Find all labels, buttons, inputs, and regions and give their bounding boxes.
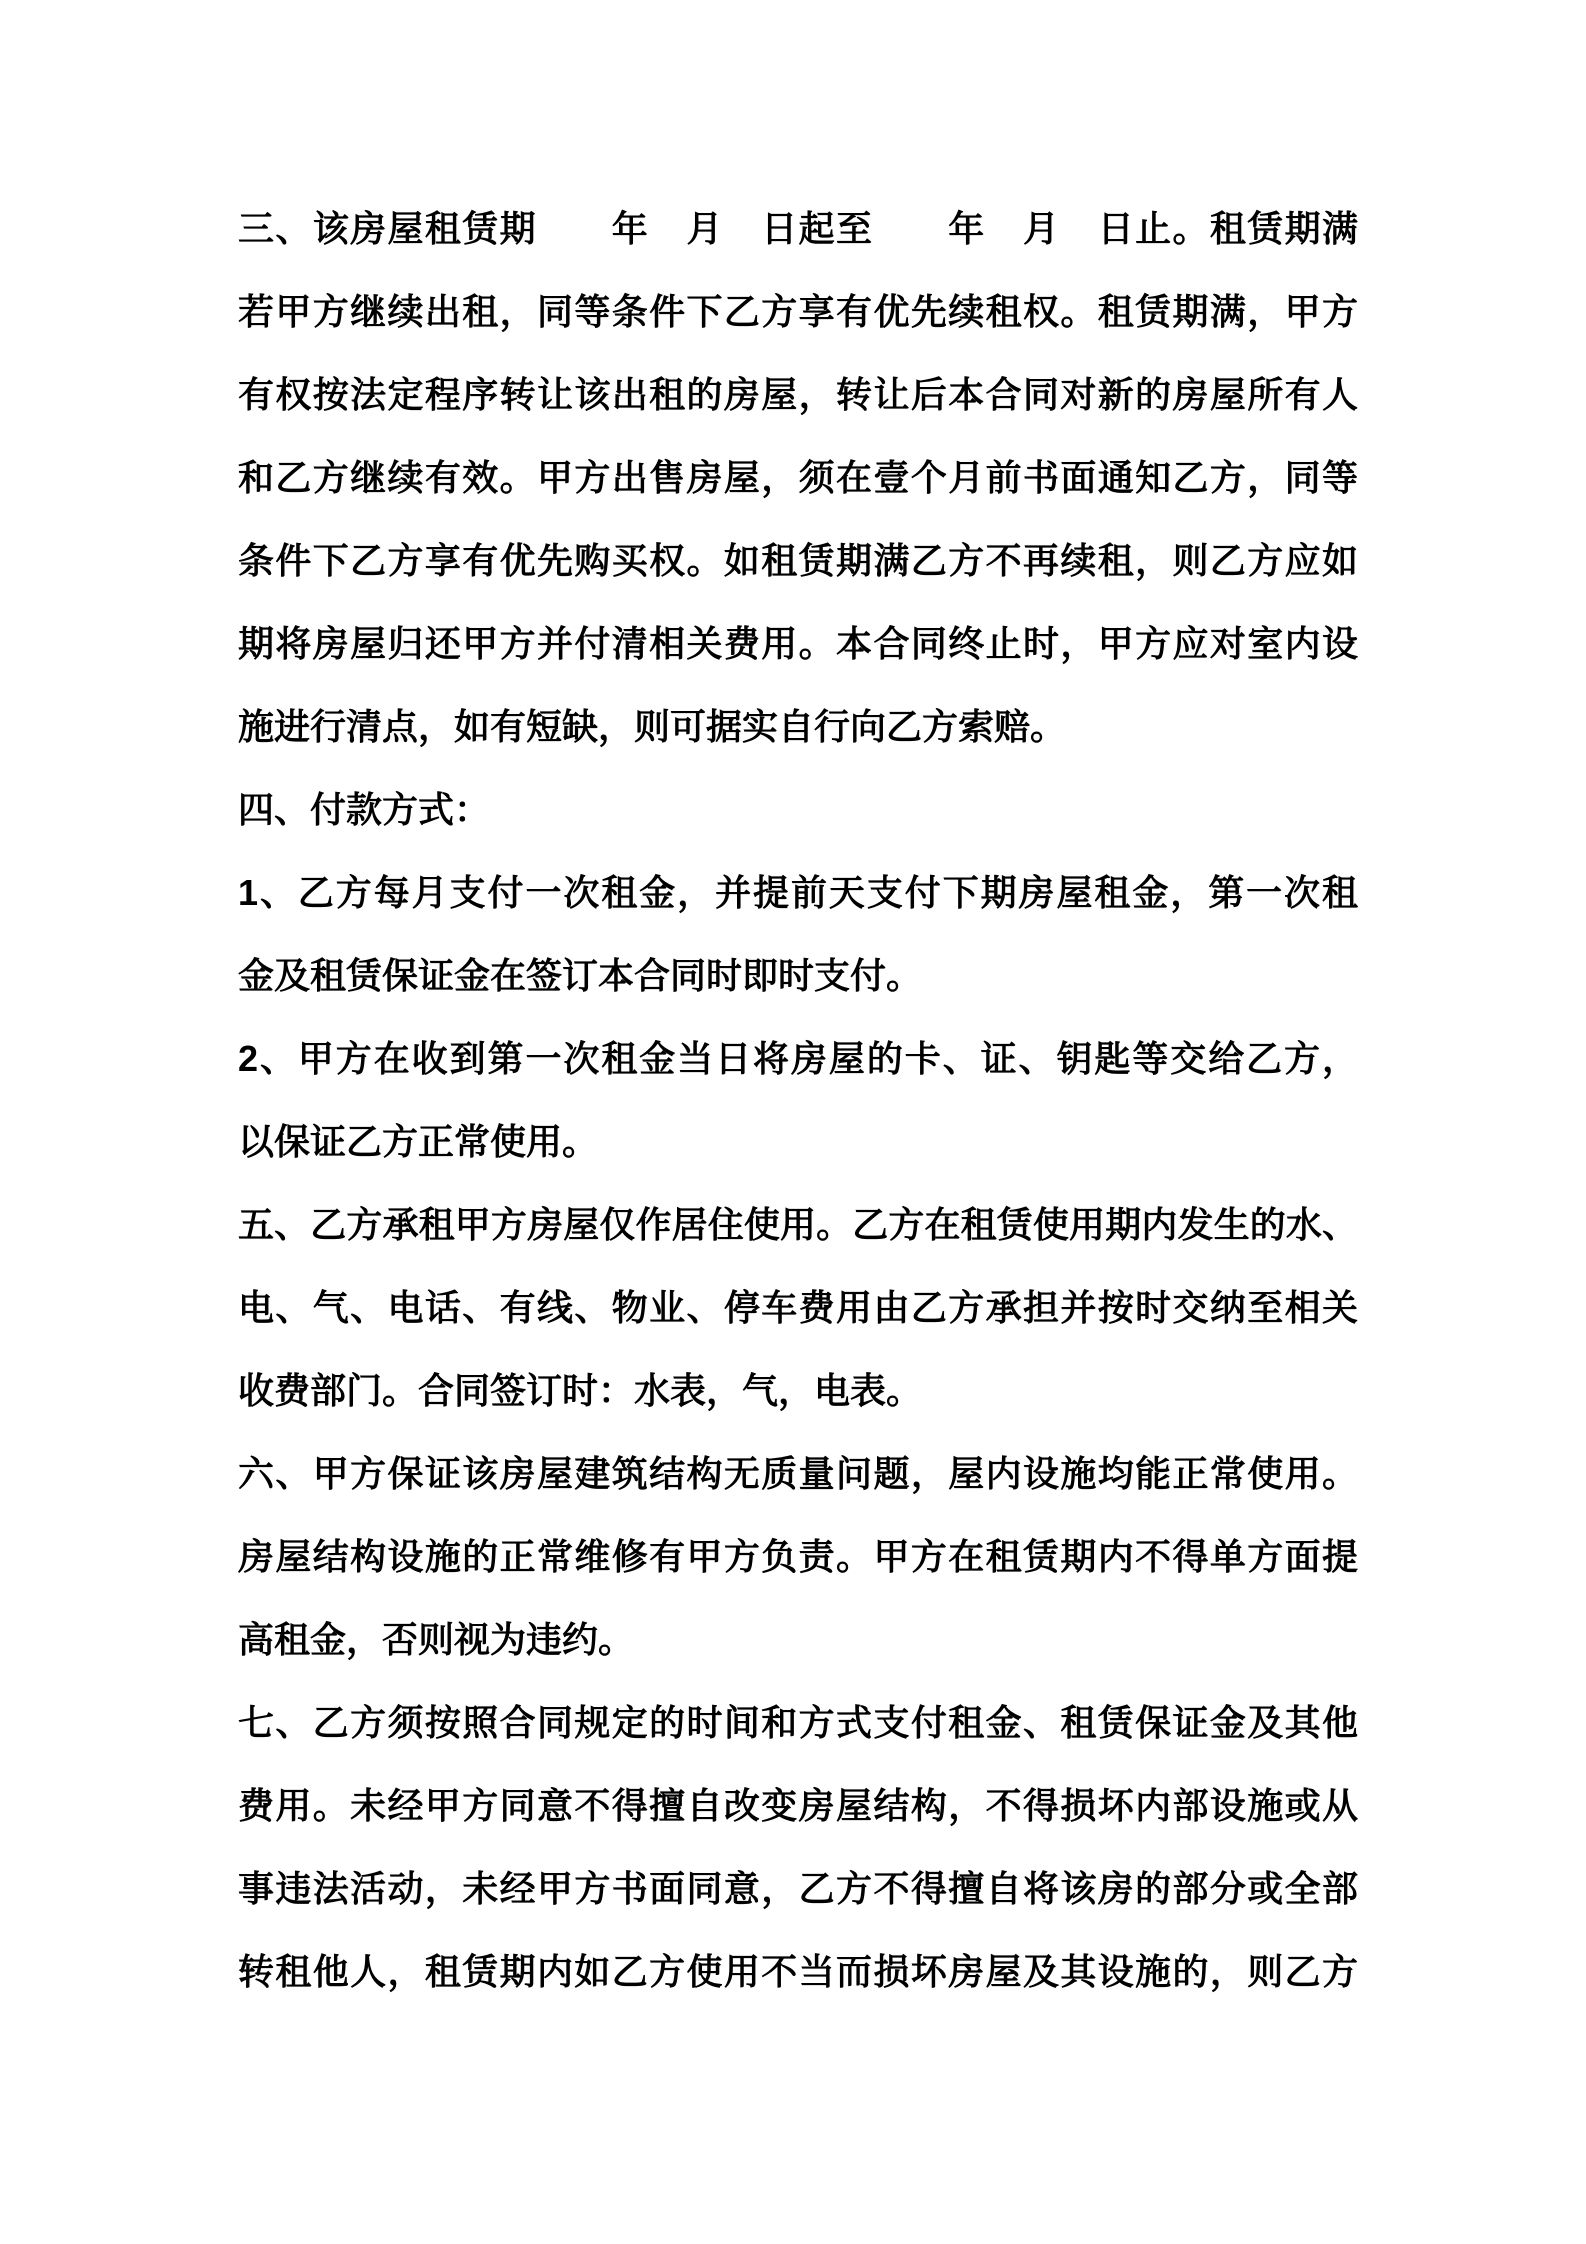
contract-line: 有权按法定程序转让该出租的房屋，转让后本合同对新的房屋所有人: [238, 374, 1358, 415]
contract-line: 金及租赁保证金在签订本合同时即时支付。: [238, 955, 923, 996]
contract-line: 2、甲方在收到第一次租金当日将房屋的卡、证、钥匙等交给乙方，: [238, 1038, 1358, 1079]
contract-line: 收费部门。合同签订时：水表，气，电表。: [238, 1370, 923, 1411]
contract-line: 施进行清点，如有短缺，则可据实自行向乙方索赔。: [238, 706, 1067, 747]
contract-line: 五、乙方承租甲方房屋仅作居住使用。乙方在租赁使用期内发生的水、: [238, 1204, 1358, 1245]
contract-line: 房屋结构设施的正常维修有甲方负责。甲方在租赁期内不得单方面提: [238, 1536, 1358, 1577]
contract-line: 和乙方继续有效。甲方出售房屋，须在壹个月前书面通知乙方，同等: [238, 457, 1358, 498]
contract-line: 七、乙方须按照合同规定的时间和方式支付租金、租赁保证金及其他: [238, 1702, 1358, 1743]
contract-line: 三、该房屋租赁期 年 月 日起至 年 月 日止。租赁期满: [238, 208, 1358, 249]
contract-line: 事违法活动，未经甲方书面同意，乙方不得擅自将该房的部分或全部: [238, 1868, 1358, 1909]
contract-line: 期将房屋归还甲方并付清相关费用。本合同终止时，甲方应对室内设: [238, 623, 1358, 664]
contract-line: 以保证乙方正常使用。: [238, 1121, 599, 1162]
contract-section-heading: 四、付款方式：: [238, 789, 491, 830]
contract-line: 电、气、电话、有线、物业、停车费用由乙方承担并按时交纳至相关: [238, 1287, 1358, 1328]
contract-line: 六、甲方保证该房屋建筑结构无质量问题，屋内设施均能正常使用。: [238, 1453, 1358, 1494]
contract-line: 条件下乙方享有优先购买权。如租赁期满乙方不再续租，则乙方应如: [238, 540, 1358, 581]
contract-line: 费用。未经甲方同意不得擅自改变房屋结构，不得损坏内部设施或从: [238, 1785, 1358, 1826]
contract-line: 若甲方继续出租，同等条件下乙方享有优先续租权。租赁期满，甲方: [238, 291, 1358, 332]
contract-line: 高租金，否则视为违约。: [238, 1619, 635, 1660]
contract-line: 1、乙方每月支付一次租金，并提前天支付下期房屋租金，第一次租: [238, 872, 1358, 913]
contract-line: 转租他人，租赁期内如乙方使用不当而损坏房屋及其设施的，则乙方: [238, 1951, 1358, 1992]
